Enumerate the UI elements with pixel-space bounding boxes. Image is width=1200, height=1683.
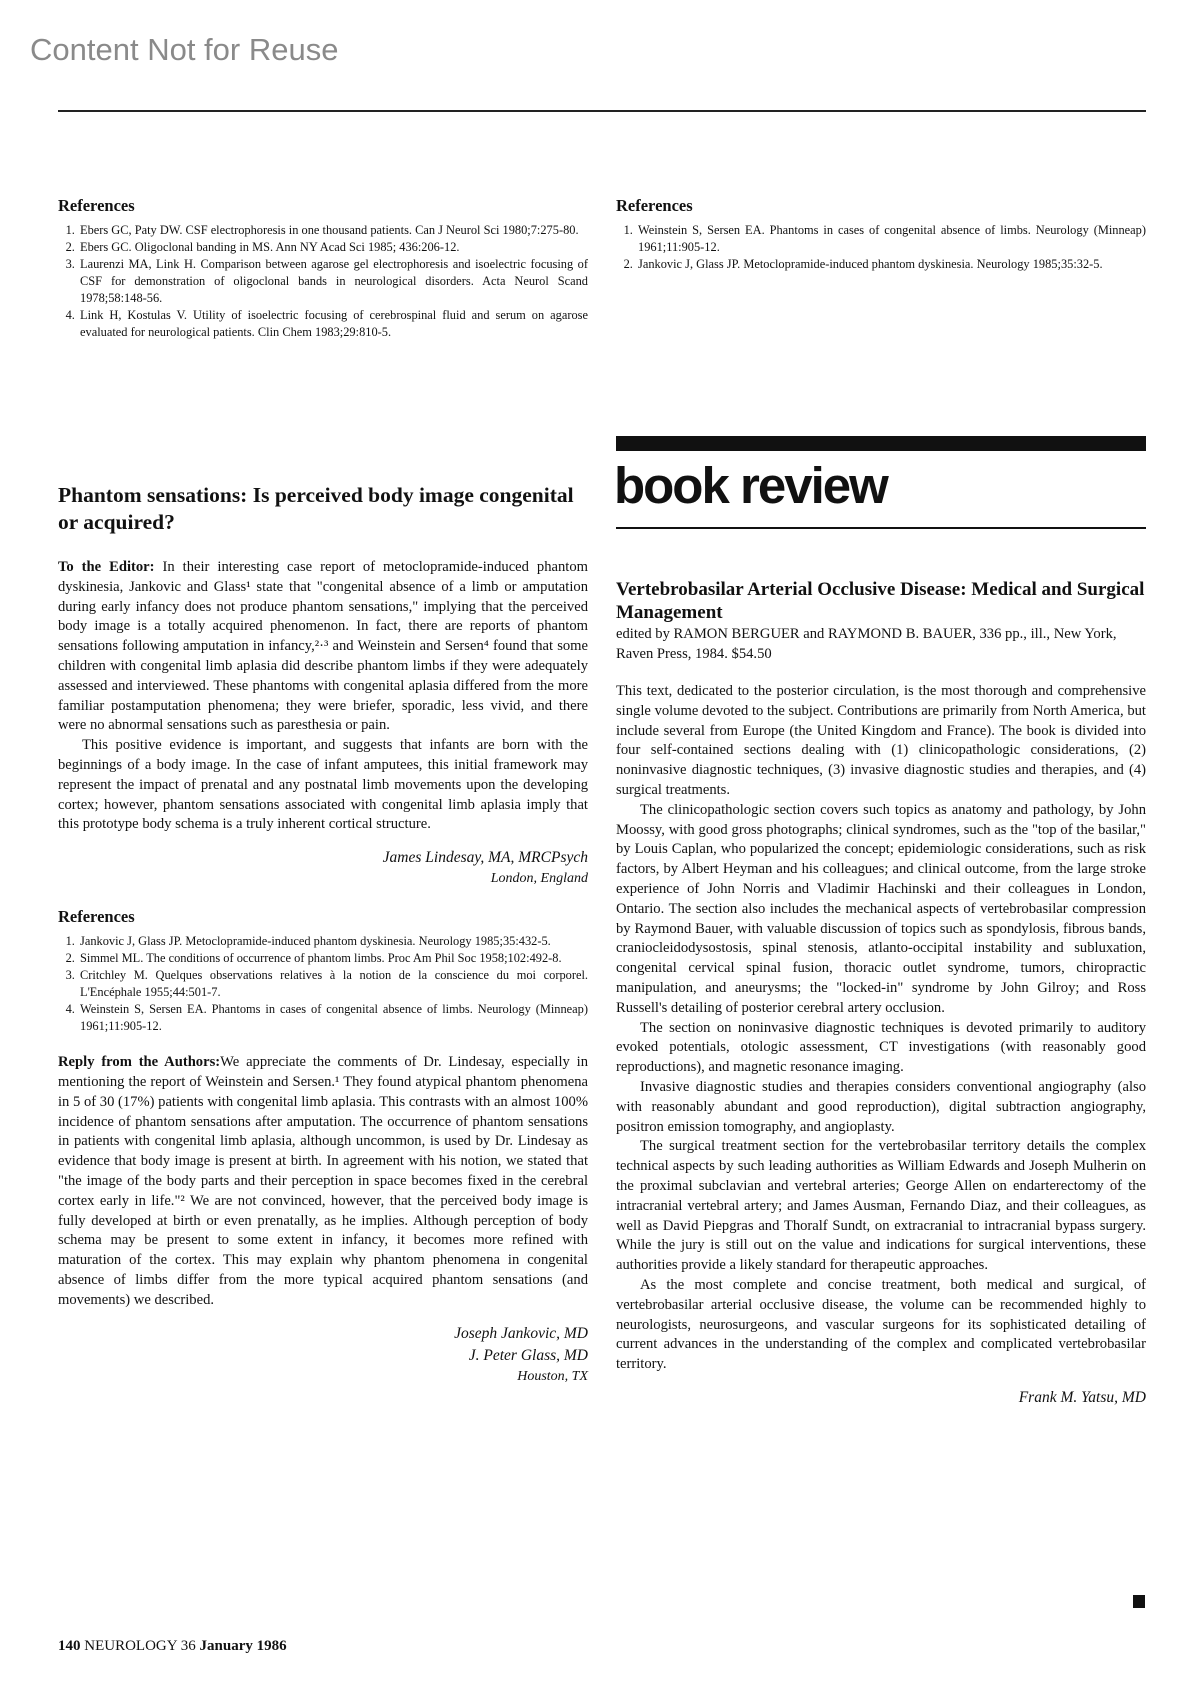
book-review-column: [616, 578, 1146, 1409]
letter-paragraph: [58, 558, 588, 736]
reference-item: 1. Jankovic J, Glass JP. Metoclopramide-induced phantom dyskinesia. Neurology 1985;35:432-5.: [78, 933, 588, 950]
review-paragraph: The clinicopathologic section covers such topics as anatomy and pathology, by John Moossy, with good gross photographs; clinical syndromes, such as the "top of the basilar," by Louis Caplan, who popularized the concept; epidemiologic considerations, such as risk factors, by Albert Heyman and his colleagues; and clinical outcome, from the large stroke experience of John Norris and Vladimir Hachinski and their colleagues in London, Ontario. The section also includes the mechanical aspects of vertebrobasilar compression by Raymond Bauer, with valuable discussion of topics such as spondylosis, fibrous bands, craniocleidodysostosis, spinal stenosis, atlanto-occipital instability and subluxation, congenital cervical spinal fusion, thoracic outlet syndrome, tumors, chiropractic manipulation, and aneurysms; the "locked-in" syndrome by John Gilroy; and Ross Russell's detailing of posterior cerebral artery occlusion.: [616, 801, 1146, 1016]
references-heading: References: [58, 907, 135, 927]
review-author: Frank M. Yatsu, MD: [1018, 1388, 1146, 1406]
page-number: 140: [58, 1638, 81, 1654]
letter-title: Phantom sensations: Is perceived body image congenital or acquired?: [58, 483, 574, 534]
top-left-references: [58, 196, 588, 341]
review-paragraph: Invasive diagnostic studies and therapies considers conventional angiography (also with reasonably abundant and good reproduction), digital subtraction angiography, positron emission tomography, and angioplasty.: [616, 1078, 1146, 1135]
reply-paragraph: [58, 1053, 588, 1310]
reference-item: 2. Jankovic J, Glass JP. Metoclopramide-induced phantom dyskinesia. Neurology 1985;35:32-5.: [636, 256, 1146, 273]
section-title: book review: [614, 457, 887, 514]
section-bar: [616, 436, 1146, 451]
references-heading: References: [616, 196, 693, 215]
journal-name: NEUROLOGY 36: [84, 1638, 196, 1654]
reply-body: [58, 1053, 588, 1310]
top-right-references: [616, 196, 1146, 273]
reply-author-2: J. Peter Glass, MD: [468, 1346, 588, 1364]
letter-references: [58, 907, 588, 1035]
book-title: Vertebrobasilar Arterial Occlusive Disease: Medical and Surgical Management: [616, 579, 1145, 623]
letter-paragraph: This positive evidence is important, and suggests that infants are born with the beginnings of a body image. In the case of infant amputees, this initial framework may represent the impact of prenatal and any postnatal limb movements upon the developing cortex; however, phantom sensations associated with congenital limb aplasia imply that this prototype body schema is a truly inherent cortical structure.: [58, 737, 588, 833]
reference-item: 1. Weinstein S, Sersen EA. Phantoms in cases of congenital absence of limbs. Neurology (Minneap) 1961;11:905-12.: [636, 222, 1146, 256]
end-mark: [1133, 1595, 1145, 1608]
reference-item: 3. Critchley M. Quelques observations relatives à la notion de la conscience du moi corporel. L'Encéphale 1955;44:501-7.: [78, 967, 588, 1001]
section-rule: [616, 527, 1146, 529]
letter-text: In their interesting case report of metoclopramide-induced phantom dyskinesia, Jankovic and Glass¹ state that "congenital absence of a limb or amputation during early infancy does not produce phantom sensations," implying that the perceived body image is a totally acquired phenomenon. In fact, there are reports of phantom sensations following amputation in infancy,²·³ and Weinstein and Sersen⁴ found that some children with congenital limb aplasia did describe phantom limbs if they were adequately assessed and interviewed. These phantoms with congenital aplasia differed from the more familiar postamputation phenomena; they were briefer, sporadic, less vivid, and there were no abnormal sensations such as paresthesia or pain.: [58, 559, 588, 734]
review-paragraph: This text, dedicated to the posterior circulation, is the most thorough and comprehensive single volume devoted to the subject. Contributions are primarily from North America, but include several from Europe (the United Kingdom and France). The book is divided into four self-contained sections dealing with (1) clinicopathologic considerations, (2) noninvasive diagnostic techniques, (3) invasive diagnostic studies and therapies, and (4) surgical treatments.: [616, 683, 1146, 798]
reference-list: [58, 222, 588, 341]
page-footer: [58, 1638, 287, 1655]
letter-column: [58, 482, 588, 1387]
reference-list: [616, 222, 1146, 273]
header-rule: [58, 110, 1146, 112]
references-heading: References: [58, 196, 135, 215]
letter-author: James Lindesay, MA, MRCPsych: [382, 849, 588, 867]
reply-author-1: Joseph Jankovic, MD: [454, 1324, 588, 1342]
reply-text: We appreciate the comments of Dr. Lindesay, especially in mentioning the report of Weinstein and Sersen.¹ They found atypical phantom phenomena in 5 of 30 (17%) patients with congenital limb aplasia. This contrasts with an almost 100% incidence of phantom sensations after amputation. The occurrence of phantom sensations in patients with congenital limb aplasia, although uncommon, is used by Dr. Lindesay as evidence that body image is present at birth. In agreement with his notion, we stated that "the image of the body parts and their perception in space becomes fixed in the cerebral cortex early in life."² We are not convinced, however, that the perceived body image is fully developed at birth or even prenatally, as he implies. Although perception of body schema may be present to some extent in infancy, it becomes more refined with maturation of the cortex. This may explain why phantom phenomena in congenital absence of limbs differ from the more typical acquired phantom sensations (and movements) we described.: [58, 1054, 588, 1308]
review-paragraph: As the most complete and concise treatment, both medical and surgical, of vertebrobasilar arterial occlusive disease, the volume can be recommended highly to neurologists, neurosurgeons, and vascular surgeons for its sophisticated detailing of current advances in the understanding of the complex and complicated vertebrobasilar territory.: [616, 1276, 1146, 1373]
reference-item: 3. Laurenzi MA, Link H. Comparison between agarose gel electrophoresis and isoelectric focusing of CSF for demonstration of oligoclonal bands in neurological disorders. Acta Neurol Scand 1978;58:148-56.: [78, 256, 588, 307]
book-meta: edited by RAMON BERGUER and RAYMOND B. BAUER, 336 pp., ill., New York, Raven Press, 1984. $54.50: [616, 626, 1117, 662]
watermark: Content Not for Reuse: [30, 32, 339, 67]
review-body: [616, 682, 1146, 1375]
reference-item: 2. Simmel ML. The conditions of occurrence of phantom limbs. Proc Am Phil Soc 1958;102:492-8.: [78, 950, 588, 967]
reference-item: 2. Ebers GC. Oligoclonal banding in MS. Ann NY Acad Sci 1985; 436:206-12.: [78, 239, 588, 256]
reply-lead: Reply from the Authors:: [58, 1054, 221, 1071]
reference-list: [58, 933, 588, 1035]
review-paragraph: The surgical treatment section for the vertebrobasilar territory details the complex technical aspects by such leading authorities as William Edwards and Joseph Mulherin on the proximal subclavian and vertebral arteries; George Allen on endarterectomy of the intracranial vertebral artery; and James Ausman, Fernando Diaz, and their colleagues, as well as David Piepgras and Thoralf Sundt, on extracranial to intracranial bypass surgery. While the jury is still out on the value and indications for surgical interventions, these authorities provide a likely standard for therapeutic approaches.: [616, 1138, 1146, 1274]
reply-location: Houston, TX: [517, 1368, 588, 1384]
letter-body: [58, 558, 588, 835]
reference-item: 1. Ebers GC, Paty DW. CSF electrophoresis in one thousand patients. Can J Neurol Sci 1980;7:275-80.: [78, 222, 588, 239]
reference-item: 4. Link H, Kostulas V. Utility of isoelectric focusing of cerebrospinal fluid and serum on agarose evaluated for neurological patients. Clin Chem 1983;29:810-5.: [78, 307, 588, 341]
letter-location: London, England: [490, 871, 588, 887]
review-paragraph: The section on noninvasive diagnostic techniques is devoted primarily to auditory evoked potentials, otologic assessment, CT investigations (with reasonably good reproductions), and magnetic resonance imaging.: [616, 1019, 1146, 1076]
issue-date: January 1986: [199, 1638, 287, 1654]
reference-item: 4. Weinstein S, Sersen EA. Phantoms in cases of congenital absence of limbs. Neurology (Minneap) 1961;11:905-12.: [78, 1001, 588, 1035]
letter-lead: To the Editor:: [58, 559, 155, 575]
